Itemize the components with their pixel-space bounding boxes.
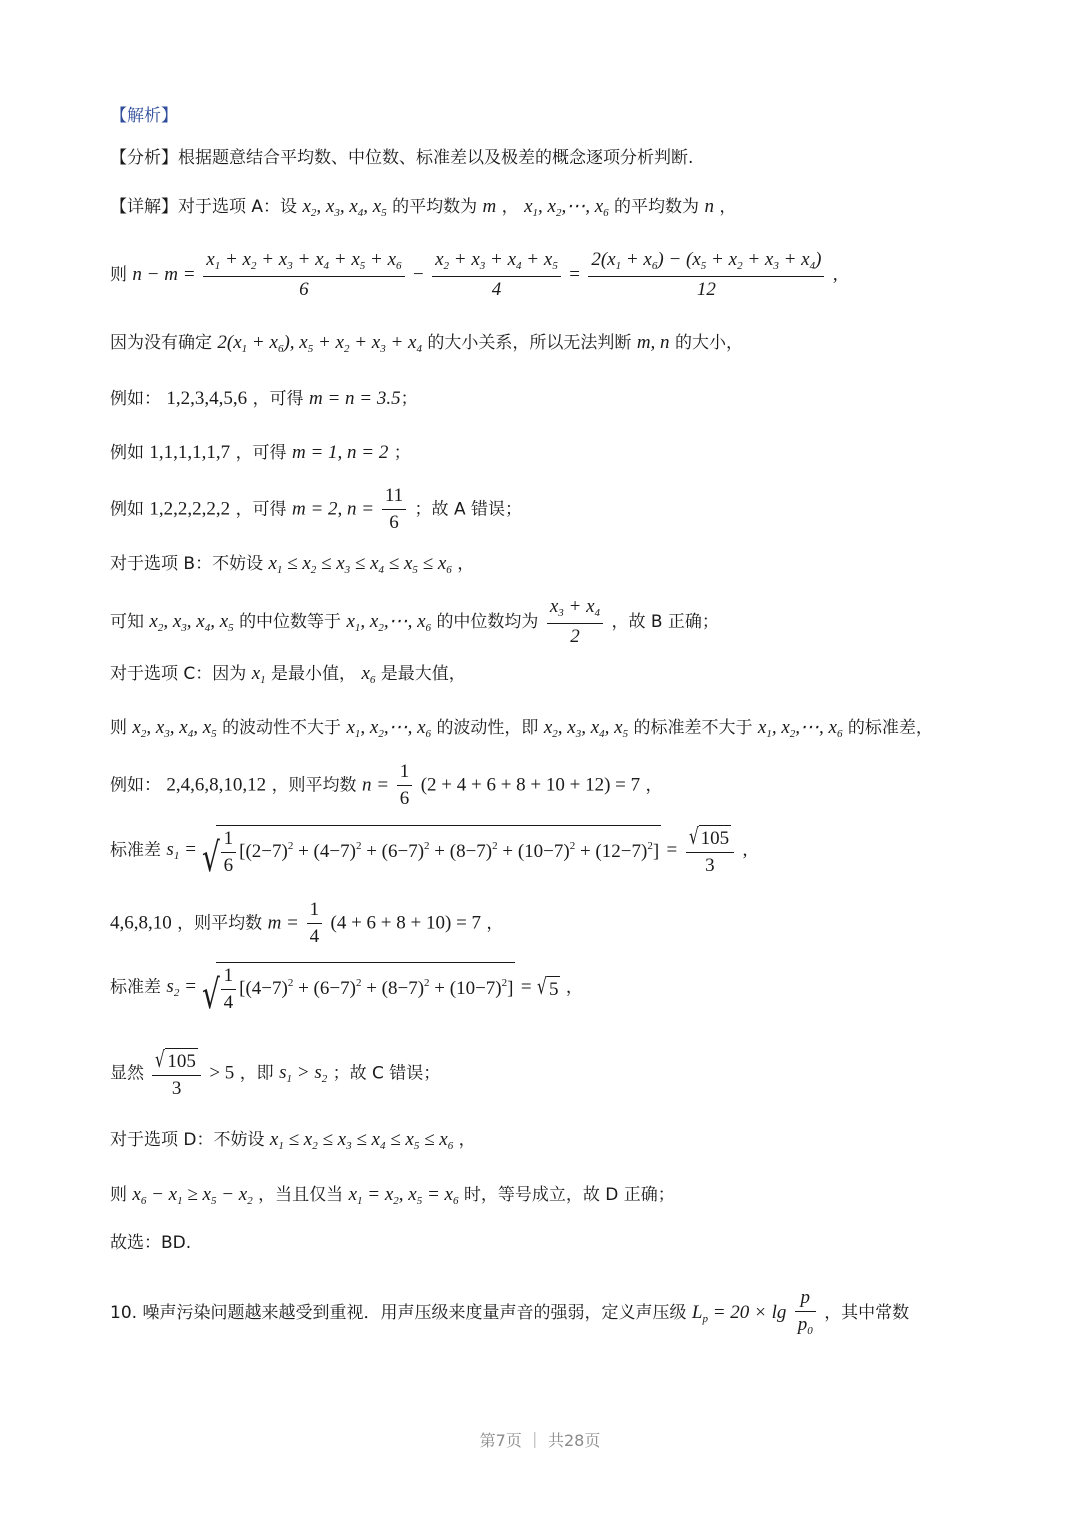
- c-intro: 对于选项 C：因为 $x_1$ 是最小值， $x_6$ 是最大值，: [110, 663, 466, 686]
- c-std-s2: 标准差 $s_2$ = √ $\frac{1}{4}$ $[(4-7)^2 + (6-7)^2 + (8-7)^2 + (10-7)^2]$ = √ 5 ，: [110, 962, 583, 1013]
- c-example-mean-m: 4,6,8,10 ，则平均数 m = $\frac{1}{4}$ (4 + 6 + 8 + 10) = 7 ，: [110, 899, 504, 947]
- b-median: 可知 $x_2$, $x_3$, $x_4$, $x_5$ 的中位数等于 $x_1$, $x_2,\cdots$, $x_6$ 的中位数均为 $\frac{x_3 + x_4}{2}$ ，故 B 正确；: [110, 596, 719, 647]
- d-intro: 对于选项 D：不妨设 $x_1 \le x_2 \le x_3 \le x_4 \le x_5 \le x_6$ ，: [110, 1129, 476, 1152]
- section-tag: 【解析】: [110, 106, 178, 126]
- detail-paragraph-a: 【详解】对于选项 A：设 $x_2$, $x_3$, $x_4$, $x_5$ 的平均数为 m ， $x_1$, $x_2,\cdots$, $x_6$ 的平均数为 n ，: [110, 196, 737, 219]
- b-intro: 对于选项 B：不妨设 $x_1 \le x_2 \le x_3 \le x_4 \le x_5 \le x_6$ ，: [110, 553, 475, 576]
- answer: 故选：BD.: [110, 1233, 192, 1253]
- d-conclusion: 则 $x_6 - x_1 \ge x_5 - x_2$ ，当且仅当 $x_1 = x_2$, $x_5 = x_6$ 时，等号成立，故 D 正确；: [110, 1184, 675, 1207]
- c-example-mean-n: 例如： 2,4,6,8,10,12 ，则平均数 n = $\frac{1}{6}$ (2 + 4 + 6 + 8 + 10 + 12) = 7 ，: [110, 761, 663, 809]
- c-conclusion: 显然 √ 105 3 > 5 ，即 $s_1 > s_2$ ；故 C 错误；: [110, 1047, 441, 1099]
- example-3: 例如 1,2,2,2,2,2 ，可得 m = 2, n = $\frac{11}{6}$ ；故 A 错误；: [110, 485, 522, 533]
- example-1: 例如： 1,2,3,4,5,6 ，可得 m = n = 3.5；: [110, 388, 418, 409]
- c-std-s1: 标准差 $s_1$ = √ $\frac{1}{6}$ $[(2-7)^2 + (4-7)^2 + (6-7)^2 + (8-7)^2 + (10-7)^2 + (12-7)^2]$ = √ 105 3 ,: [110, 824, 748, 881]
- formula-n-minus-m: 则 n − m = $\frac{x_1 + x_2 + x_3 + x_4 + x_5 + x_6}{6}$ − $\frac{x_2 + x_3 + x_4 + x_5}{4}$ = $\frac{2(x_1 + x_6) - (x_5 + x_2 + x_3 + x_4)}{12}$ ,: [110, 249, 838, 300]
- question-10: 10. 噪声污染问题越来越受到重视．用声压级来度量声音的强弱，定义声压级 $L_p = 20 \times \lg$ $\frac{p}{p_0}$ ，其中常数: [110, 1287, 910, 1337]
- c-volatility: 则 $x_2$, $x_3$, $x_4$, $x_5$ 的波动性不大于 $x_1$, $x_2,\cdots$, $x_6$ 的波动性，即 $x_2$, $x_3$, $x_4$, $x_5$ 的标准差不大于 $x_1$, $x_2,\cdots$, $x_6$ 的标准差，: [110, 717, 933, 740]
- a-reason: 因为没有确定 $2(x_1 + x_6)$, $x_5 + x_2 + x_3 + x_4$ 的大小关系，所以无法判断 m, n 的大小，: [110, 332, 743, 355]
- analysis-paragraph: 【分析】根据题意结合平均数、中位数、标准差以及极差的概念逐项分析判断.: [110, 148, 694, 168]
- page-footer: 第7页 ｜ 共28页: [479, 1431, 601, 1450]
- example-2: 例如 1,1,1,1,1,7 ，可得 m = 1, n = 2 ；: [110, 442, 411, 463]
